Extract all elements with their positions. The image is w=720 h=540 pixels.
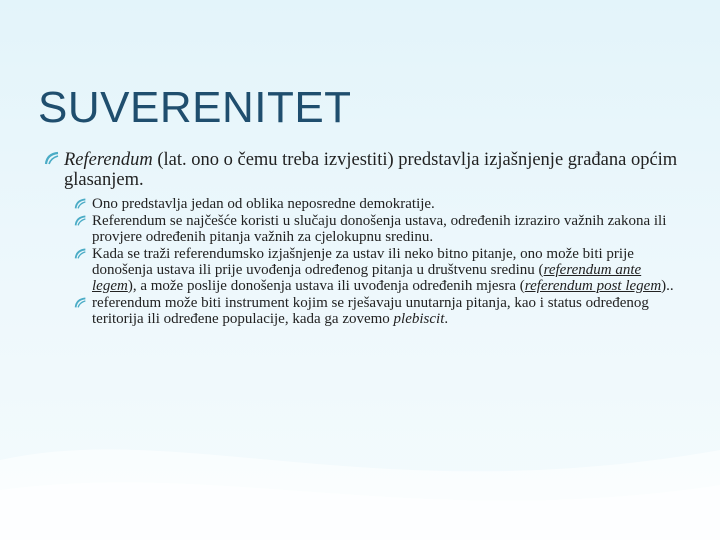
referendum-term: Referendum bbox=[64, 150, 153, 170]
sub-bullet-point bbox=[74, 246, 684, 294]
post-legem-term: referendum post legem bbox=[524, 278, 662, 294]
sub-bullet-list bbox=[44, 196, 684, 327]
sub-point-text: . bbox=[444, 311, 449, 327]
main-point-text: (lat. ono o čemu treba izvjestiti) predstavlja izjašnjenje građana općim glasanjem. bbox=[64, 150, 678, 190]
sub-point-text: Referendum se najčešće koristi u slučaju donošenja ustava, određenih izraziro važnih zakona ili provjere određenih pitanja važnih za cjelokupnu sredinu. bbox=[92, 213, 667, 245]
wingding-bullet-icon bbox=[74, 296, 87, 309]
background-wave-decoration bbox=[0, 390, 720, 540]
sub-point-text: ).. bbox=[661, 278, 674, 294]
wingding-bullet-icon bbox=[74, 197, 87, 210]
sub-point-text: ), a može poslije donošenja ustava ili uvođenja određenih mjesra ( bbox=[127, 278, 525, 294]
sub-point-text: referendum može biti instrument kojim se rješavaju unutarnja pitanja, kao i status određenog teritorija ili određene populacije, kada ga zovemo bbox=[92, 295, 649, 327]
main-bullet-point bbox=[44, 150, 684, 190]
ante-legem-term: referendum ante legem bbox=[92, 262, 642, 294]
wingding-bullet-icon bbox=[74, 247, 87, 260]
sub-point-text: Kada se traži referendumsko izjašnjenje za ustav ili neko bitno pitanje, ono može biti prije donošenja ustava ili prije uvođenja određenog pitanja u društvenu sredinu ( bbox=[92, 246, 634, 278]
sub-point-text: Ono predstavlja jedan od oblika neposredne demokratije. bbox=[92, 196, 435, 212]
content-area bbox=[44, 150, 684, 328]
plebiscit-term: plebiscit bbox=[393, 311, 445, 327]
wingding-bullet-icon bbox=[74, 214, 87, 227]
wingding-bullet-icon bbox=[44, 150, 60, 166]
sub-bullet-point bbox=[74, 295, 684, 327]
sub-bullet-point bbox=[74, 213, 684, 245]
sub-bullet-point bbox=[74, 196, 684, 212]
slide-title: SUVERENITET bbox=[38, 83, 352, 132]
